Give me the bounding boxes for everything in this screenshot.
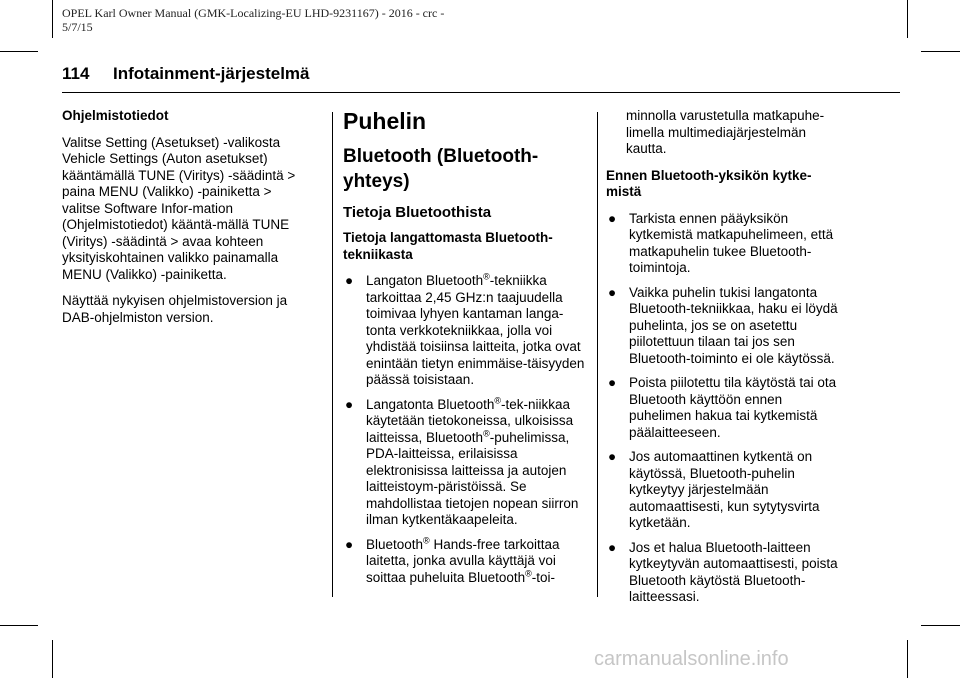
crop-mark xyxy=(52,0,53,38)
column-2 xyxy=(343,108,591,594)
registered-mark: ® xyxy=(483,271,490,282)
bullet-icon: ● xyxy=(608,449,617,464)
paragraph: Näyttää nykyisen ohjelmistoversion ja DAB-ohjelmiston version. xyxy=(62,293,288,325)
registered-mark: ® xyxy=(423,535,430,545)
print-header xyxy=(62,6,444,34)
subheading-before-connecting: Ennen Bluetooth-yksikön kytke-mistä xyxy=(606,167,812,199)
crop-mark xyxy=(52,640,53,678)
print-header-line2: 5/7/15 xyxy=(62,20,93,34)
column-divider xyxy=(597,112,598,597)
column-divider xyxy=(332,112,333,597)
subheading-wireless-tech: Tietoja langattomasta Bluetooth-tekniikasta xyxy=(343,230,553,262)
paragraph-continuation: minnolla varustetulla matkapuhe-limella multimediajärjestelmän kautta. xyxy=(626,108,825,156)
crop-mark xyxy=(0,51,38,52)
list-item: ● Bluetooth® Hands-free tarkoittaa laitetta, jonka avulla käyttäjä voi soittaa puheluita Bluetooth®-toi- xyxy=(345,535,560,585)
watermark: carmanualsonline.info xyxy=(594,648,789,670)
column-1 xyxy=(62,108,307,336)
header-rule xyxy=(62,92,900,93)
list-item: ● Langaton Bluetooth®-tekniikka tarkoittaa 2,45 GHz:n taajuudella toimivaa lyhyen kantaman langa-tonta verkkotekniikkaa, jolla voi yhdistää toisiinsa laitteita, jotka ovat enintään tietyn enimmäise-täisyyden päässä toisistaan. xyxy=(345,271,585,387)
list-item: ● Jos et halua Bluetooth-laitteen kytkeytyvän automaattisesti, poista Bluetooth käytöstä Bluetooth-laitteessasi. xyxy=(608,539,838,604)
crop-mark xyxy=(907,640,908,678)
registered-mark: ® xyxy=(483,428,490,438)
list-item: ● Poista piilotettu tila käytöstä tai ota Bluetooth käyttöön ennen puhelimen hakua tai kytkemistä päälaitteeseen. xyxy=(608,375,837,440)
crop-mark xyxy=(921,51,960,52)
paragraph: Valitse Setting (Asetukset) -valikosta Vehicle Settings (Auton asetukset) kääntämällä TUNE (Viritys) -säädintä > paina MENU (Valikko) -painiketta > valitse Software Infor-mation (Ohjelmistotiedot) kääntä-mällä TUNE (Viritys) -säädintä > avaa kohteen yksityiskohtainen valikko painamalla MENU (Valikko) -painiketta. xyxy=(62,134,296,282)
registered-mark: ® xyxy=(494,395,502,405)
bullet-icon: ● xyxy=(608,284,617,300)
heading-bluetooth: Bluetooth (Bluetooth-yhteys) xyxy=(343,146,539,192)
section-title: Infotainment-järjestelmä xyxy=(113,64,310,83)
bullet-icon: ● xyxy=(608,539,617,555)
bullet-icon: ● xyxy=(345,273,354,288)
bullet-icon: ● xyxy=(345,536,354,552)
crop-mark xyxy=(0,625,38,626)
crop-mark xyxy=(907,0,908,38)
bullet-icon: ● xyxy=(608,375,617,390)
print-header-line1: OPEL Karl Owner Manual (GMK-Localizing-EU LHD-9231167) - 2016 - crc - xyxy=(62,6,445,20)
crop-mark xyxy=(921,625,960,626)
registered-mark: ® xyxy=(525,568,532,578)
subheading-software-info: Ohjelmistotiedot xyxy=(62,108,169,123)
heading-about-bluetooth: Tietoja Bluetoothista xyxy=(343,204,492,221)
bullet-icon: ● xyxy=(608,210,617,226)
list-item: ● Vaikka puhelin tukisi langatonta Bluetooth-tekniikkaa, haku ei löydä puhelinta, jos se on asetettu piilotettuun tilaan tai jos sen Bluetooth-toiminto ei ole käytössä. xyxy=(608,284,838,366)
heading-phone: Puhelin xyxy=(343,108,427,134)
list-item: ● Tarkista ennen pääyksikön kytkemistä matkapuhelimeen, että matkapuhelin tukee Bluetooth-toimintoja. xyxy=(608,210,834,275)
list-item: ● Langatonta Bluetooth®-tek-niikkaa käytetään tietokoneissa, ulkoisissa laitteissa, Bluetooth®-puhelimissa, PDA-laitteissa, erilaisissa elektronisissa laitteissa ja autojen laitteistoym-päristöissä. Se mahdollistaa tietojen nopean siirron ilman kytkentäkaapeleita. xyxy=(345,395,579,527)
list-item: ● Jos automaattinen kytkentä on käytössä, Bluetooth-puhelin kytkeytyy järjestelmään automaattisesti, kun sytytysvirta kytketään. xyxy=(608,449,820,530)
column-3 xyxy=(606,108,846,614)
page-number: 114 xyxy=(62,64,90,83)
bullet-icon: ● xyxy=(345,396,354,412)
